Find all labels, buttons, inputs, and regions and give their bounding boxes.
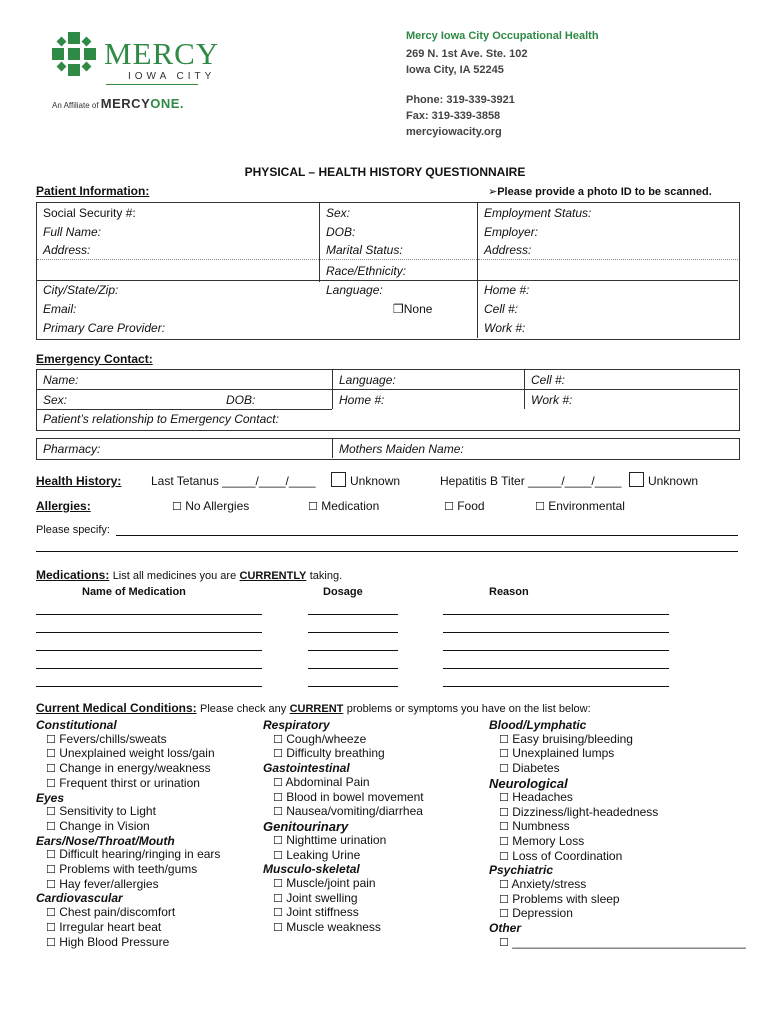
- condition-item[interactable]: [263, 733, 424, 748]
- condition-item[interactable]: [36, 762, 220, 777]
- checkbox-icon[interactable]: ☐: [273, 878, 283, 891]
- checkbox-icon[interactable]: ☐: [499, 850, 509, 863]
- org-name: Mercy Iowa City Occupational Health: [406, 30, 599, 42]
- health-history-heading: Health History:: [36, 474, 122, 488]
- primary-care-provider-field[interactable]: Primary Care Provider:: [43, 321, 166, 335]
- condition-item-label: Unexplained lumps: [508, 746, 615, 761]
- marital-status-field[interactable]: Marital Status:: [326, 243, 403, 257]
- condition-item-label: Fevers/chills/sweats: [55, 731, 167, 746]
- allergy-option-label: Medication: [321, 499, 380, 513]
- condition-category-heading: Constitutional: [36, 718, 117, 732]
- checkbox-icon[interactable]: ☐: [273, 834, 283, 847]
- condition-category-heading: Psychiatric: [489, 863, 554, 878]
- ssn-field[interactable]: Social Security #:: [43, 206, 136, 220]
- allergy-specify-line-2[interactable]: [36, 551, 738, 552]
- checkbox-icon[interactable]: ☐: [499, 791, 509, 804]
- med-dosage-line[interactable]: [308, 686, 398, 687]
- conditions-column-2: [263, 719, 424, 936]
- condition-item-label: Headaches: [508, 789, 573, 804]
- checkbox-icon[interactable]: ☐: [46, 878, 56, 891]
- checkbox-icon[interactable]: ☐: [308, 501, 318, 513]
- checkbox-icon[interactable]: ☐: [499, 835, 509, 848]
- condition-item[interactable]: [36, 936, 220, 951]
- allergy-option-food[interactable]: [444, 499, 485, 513]
- condition-category-heading: Respiratory: [263, 718, 330, 732]
- med-reason-line[interactable]: [443, 650, 669, 651]
- condition-item-label: Diabetes: [508, 761, 560, 776]
- org-web: mercyiowacity.org: [406, 126, 502, 138]
- condition-item-label: Unexplained weight loss/gain: [55, 746, 215, 761]
- checkbox-icon[interactable]: ☐: [273, 806, 283, 819]
- emergency-home-field[interactable]: Home #:: [339, 393, 385, 407]
- conditions-heading-line: [36, 701, 591, 715]
- condition-item[interactable]: [489, 747, 746, 762]
- condition-item-label: Sensitivity to Light: [55, 804, 156, 819]
- med-name-line[interactable]: [36, 614, 262, 615]
- checkbox-icon[interactable]: ☐: [444, 501, 454, 513]
- patient-row-divider-a: [37, 259, 477, 260]
- condition-item[interactable]: [263, 892, 424, 907]
- condition-item[interactable]: [263, 747, 424, 762]
- org-phone: Phone: 319-339-3921: [406, 94, 515, 106]
- medications-heading: Medications:: [36, 568, 110, 582]
- condition-category-heading: Gastointestinal: [263, 761, 350, 776]
- checkbox-icon[interactable]: ☐: [46, 849, 56, 862]
- checkbox-icon[interactable]: ☐: [273, 907, 283, 920]
- full-name-field[interactable]: Full Name:: [43, 225, 102, 239]
- logo-divider: [106, 84, 198, 85]
- condition-item[interactable]: [263, 921, 424, 936]
- med-reason-line[interactable]: [443, 632, 669, 633]
- checkbox-icon[interactable]: ☐: [273, 922, 283, 935]
- sex-field[interactable]: Sex:: [326, 206, 351, 220]
- condition-item[interactable]: [36, 820, 220, 835]
- condition-item[interactable]: [489, 762, 746, 777]
- med-name-line[interactable]: [36, 686, 262, 687]
- checkbox-icon[interactable]: ☐: [46, 921, 56, 934]
- condition-item[interactable]: [489, 733, 746, 748]
- condition-category-heading: Blood/Lymphatic: [489, 718, 587, 732]
- medications-heading-line: [36, 568, 342, 582]
- affiliate-line: [52, 96, 184, 111]
- hepb-unknown-label: Unknown: [648, 474, 699, 488]
- checkbox-icon[interactable]: ☐: [499, 936, 509, 949]
- condition-item[interactable]: [263, 877, 424, 892]
- medications-desc-a: List all medicines you are: [112, 570, 237, 582]
- med-dosage-line[interactable]: [308, 650, 398, 651]
- address-field[interactable]: Address:: [43, 243, 91, 257]
- condition-item[interactable]: [263, 776, 424, 791]
- patient-row-divider-b: [478, 259, 738, 260]
- condition-item-label: Joint stiffness: [282, 905, 359, 920]
- condition-category-heading: Other: [489, 921, 522, 936]
- condition-category-heading: Genitourinary: [263, 818, 349, 834]
- condition-item-label: Problems with sleep: [508, 891, 620, 906]
- conditions-heading: Current Medical Conditions:: [36, 701, 197, 715]
- condition-item[interactable]: [36, 863, 220, 878]
- emergency-relationship-field[interactable]: Patient’s relationship to Emergency Contact:: [43, 412, 279, 426]
- checkbox-icon[interactable]: ☐: [273, 733, 283, 746]
- checkbox-icon[interactable]: ☐: [273, 892, 283, 905]
- tetanus-unknown-label: Unknown: [350, 474, 401, 488]
- condition-item-label: Irregular heart beat: [55, 919, 162, 934]
- emergency-cell-field[interactable]: Cell #:: [531, 373, 566, 387]
- condition-category-heading: Eyes: [36, 790, 65, 805]
- condition-item-label: Nighttime urination: [282, 832, 387, 847]
- col-dosage: Dosage: [323, 586, 363, 598]
- conditions-column-3: [489, 719, 746, 951]
- patient-col-divider-2: [477, 202, 478, 338]
- mercy-cross-logo-icon: [52, 32, 96, 76]
- emergency-row-divider-1: [37, 389, 738, 390]
- condition-item-label: Easy bruising/bleeding: [508, 731, 633, 746]
- pharmacy-field[interactable]: Pharmacy:: [43, 442, 101, 456]
- dob-field[interactable]: DOB:: [326, 225, 356, 239]
- emergency-dob-field[interactable]: DOB:: [226, 393, 256, 407]
- emergency-contact-heading: Emergency Contact:: [36, 352, 153, 366]
- affiliate-brand-a: MERCY: [100, 96, 151, 111]
- condition-item-label: Cough/wheeze: [282, 731, 367, 746]
- emergency-row-divider-2: [37, 409, 332, 410]
- patient-row-divider-c: [37, 280, 738, 281]
- allergy-option-label: Environmental: [548, 499, 625, 513]
- checkbox-icon[interactable]: ☐: [46, 907, 56, 920]
- work-phone-field[interactable]: Work #:: [484, 321, 526, 335]
- patient-info-heading: Patient Information:: [36, 184, 150, 198]
- condition-item-label: Loss of Coordination: [508, 848, 623, 863]
- condition-item-label: High Blood Pressure: [55, 934, 170, 949]
- condition-category-heading: Ears/Nose/Throat/Mouth: [36, 833, 175, 848]
- conditions-desc-c: problems or symptoms you have on the list below:: [346, 703, 591, 715]
- medications-desc-b: CURRENTLY: [239, 570, 307, 582]
- condition-item[interactable]: [36, 733, 220, 748]
- tetanus-unknown-checkbox[interactable]: [331, 472, 346, 487]
- checkbox-icon[interactable]: ☐: [499, 821, 509, 834]
- condition-item-label: Muscle weakness: [282, 920, 381, 935]
- employer-address-field[interactable]: Address:: [484, 243, 532, 257]
- allergy-option-medication[interactable]: [308, 499, 379, 513]
- checkbox-icon[interactable]: ☐: [46, 763, 56, 776]
- condition-item[interactable]: [489, 850, 746, 865]
- checkbox-icon[interactable]: ☐: [499, 763, 509, 776]
- condition-item[interactable]: [489, 907, 746, 922]
- condition-item[interactable]: [489, 893, 746, 908]
- condition-category-heading: Cardiovascular: [36, 891, 123, 906]
- condition-item-label: Leaking Urine: [282, 847, 361, 862]
- org-fax: Fax: 319-339-3858: [406, 110, 501, 122]
- hepatitis-b-titer-field[interactable]: Hepatitis B Titer _____/____/____: [440, 474, 622, 488]
- emergency-sex-field[interactable]: Sex:: [43, 393, 68, 407]
- condition-item[interactable]: [263, 834, 424, 849]
- condition-item-label: Difficult hearing/ringing in ears: [55, 847, 221, 862]
- city-state-zip-field[interactable]: City/State/Zip:: [43, 283, 119, 297]
- logo-wordmark: MERCY: [104, 36, 220, 71]
- checkbox-icon[interactable]: ☐: [499, 879, 509, 892]
- condition-item[interactable]: [263, 791, 424, 806]
- condition-item-label: Change in energy/weakness: [55, 761, 211, 776]
- checkbox-icon[interactable]: ☐: [46, 748, 56, 761]
- hepb-unknown-checkbox[interactable]: [629, 472, 644, 487]
- checkbox-icon[interactable]: ☐: [499, 908, 509, 921]
- language-none-checkbox[interactable]: ❒None: [393, 302, 433, 316]
- condition-item[interactable]: [263, 849, 424, 864]
- condition-item-label: Muscle/joint pain: [282, 876, 376, 891]
- med-reason-line[interactable]: [443, 668, 669, 669]
- condition-item-label: Abdominal Pain: [282, 774, 370, 789]
- condition-item-label: Depression: [508, 906, 573, 921]
- conditions-desc-a: Please check any: [200, 703, 287, 715]
- conditions-column-1: [36, 719, 220, 950]
- condition-item-label: Numbness: [508, 819, 570, 834]
- condition-item[interactable]: [36, 921, 220, 936]
- checkbox-icon[interactable]: ☐: [273, 776, 283, 789]
- condition-item[interactable]: [489, 936, 746, 951]
- conditions-desc-b: CURRENT: [289, 703, 344, 715]
- med-dosage-line[interactable]: [308, 614, 398, 615]
- checkbox-icon[interactable]: ☐: [46, 936, 56, 949]
- checkbox-icon[interactable]: ☐: [273, 748, 283, 761]
- allergy-option-environmental[interactable]: [535, 499, 625, 513]
- email-field[interactable]: Email:: [43, 302, 77, 316]
- cell-phone-field[interactable]: Cell #:: [484, 302, 519, 316]
- org-contact-block: [406, 28, 599, 140]
- condition-item-label: Memory Loss: [508, 833, 585, 848]
- condition-item-label: ___________________________________: [508, 934, 746, 949]
- form-title: PHYSICAL – HEALTH HISTORY QUESTIONNAIRE: [244, 165, 526, 179]
- condition-item[interactable]: [489, 791, 746, 806]
- checkbox-icon[interactable]: ☐: [535, 501, 545, 513]
- med-dosage-line[interactable]: [308, 668, 398, 669]
- condition-item[interactable]: [36, 848, 220, 863]
- condition-item[interactable]: [36, 747, 220, 762]
- col-reason: Reason: [489, 586, 529, 598]
- emergency-work-field[interactable]: Work #:: [531, 393, 573, 407]
- condition-item[interactable]: [36, 906, 220, 921]
- med-name-line[interactable]: [36, 632, 262, 633]
- checkbox-icon[interactable]: ☐: [273, 791, 283, 804]
- condition-item-label: Hay fever/allergies: [55, 876, 159, 891]
- affiliate-brand-b: ONE.: [150, 96, 185, 111]
- condition-category-heading: Musculo-skeletal: [263, 862, 360, 877]
- emergency-name-field[interactable]: Name:: [43, 373, 79, 387]
- col-name-of-medication: Name of Medication: [82, 586, 186, 598]
- emergency-col-divider-1: [332, 369, 333, 409]
- allergy-option-label: Food: [457, 499, 485, 513]
- condition-item-label: Blood in bowel movement: [282, 789, 424, 804]
- allergy-option-no-allergies[interactable]: [172, 499, 249, 513]
- condition-item-label: Chest pain/discomfort: [55, 905, 176, 920]
- org-address-2: Iowa City, IA 52245: [406, 64, 504, 76]
- last-tetanus-field[interactable]: Last Tetanus _____/____/____: [151, 474, 316, 488]
- condition-item-label: Difficulty breathing: [282, 746, 385, 761]
- emergency-col-divider-2: [524, 369, 525, 409]
- condition-item[interactable]: [489, 835, 746, 850]
- checkbox-icon[interactable]: ☐: [46, 806, 56, 819]
- condition-item[interactable]: [36, 805, 220, 820]
- language-field[interactable]: Language:: [326, 283, 383, 297]
- allergy-option-label: No Allergies: [185, 499, 250, 513]
- condition-item[interactable]: [36, 777, 220, 792]
- condition-item[interactable]: [263, 805, 424, 820]
- mothers-maiden-name-field[interactable]: Mothers Maiden Name:: [339, 442, 464, 456]
- affiliate-prefix: An Affiliate of: [52, 101, 99, 110]
- condition-item-label: Problems with teeth/gums: [55, 862, 198, 877]
- photo-id-note: ➢Please provide a photo ID to be scanned.: [488, 186, 712, 198]
- checkbox-icon[interactable]: ☐: [46, 820, 56, 833]
- checkbox-icon[interactable]: ☐: [46, 733, 56, 746]
- checkbox-icon[interactable]: ☐: [46, 777, 56, 790]
- patient-col-divider-1: [319, 202, 320, 282]
- checkbox-icon[interactable]: ☐: [499, 893, 509, 906]
- condition-item[interactable]: [489, 820, 746, 835]
- med-name-line[interactable]: [36, 668, 262, 669]
- med-reason-line[interactable]: [443, 686, 669, 687]
- condition-item-label: Change in Vision: [55, 818, 150, 833]
- employment-status-field[interactable]: Employment Status:: [484, 206, 592, 220]
- condition-item[interactable]: [489, 878, 746, 893]
- condition-item[interactable]: [36, 878, 220, 893]
- condition-category-heading: Neurological: [489, 775, 568, 791]
- allergy-specify-line-1[interactable]: [116, 535, 738, 536]
- affiliate-brand: [101, 96, 184, 111]
- med-dosage-line[interactable]: [308, 632, 398, 633]
- employer-field[interactable]: Employer:: [484, 225, 539, 239]
- allergies-heading: Allergies:: [36, 499, 91, 513]
- condition-item[interactable]: [263, 906, 424, 921]
- med-name-line[interactable]: [36, 650, 262, 651]
- org-address-1: 269 N. 1st Ave. Ste. 102: [406, 48, 528, 60]
- condition-item-label: Anxiety/stress: [508, 877, 587, 892]
- condition-item-label: Frequent thirst or urination: [55, 775, 200, 790]
- checkbox-icon[interactable]: ☐: [499, 806, 509, 819]
- logo-subtitle: IOWA CITY: [128, 71, 216, 82]
- med-reason-line[interactable]: [443, 614, 669, 615]
- checkbox-icon[interactable]: ☐: [46, 864, 56, 877]
- condition-item[interactable]: [489, 806, 746, 821]
- home-phone-field[interactable]: Home #:: [484, 283, 530, 297]
- checkbox-icon[interactable]: ☐: [499, 748, 509, 761]
- please-specify-label: Please specify:: [36, 524, 110, 536]
- condition-item-label: Dizziness/light-headedness: [508, 804, 659, 819]
- condition-item-label: Nausea/vomiting/diarrhea: [282, 804, 423, 819]
- checkbox-icon[interactable]: ☐: [499, 733, 509, 746]
- emergency-language-field[interactable]: Language:: [339, 373, 396, 387]
- condition-item-label: Joint swelling: [282, 890, 358, 905]
- pharmacy-col-divider: [332, 438, 333, 458]
- race-ethnicity-field[interactable]: Race/Ethnicity:: [326, 264, 407, 278]
- checkbox-icon[interactable]: ☐: [273, 849, 283, 862]
- checkbox-icon[interactable]: ☐: [172, 501, 182, 513]
- medications-desc-c: taking.: [309, 570, 343, 582]
